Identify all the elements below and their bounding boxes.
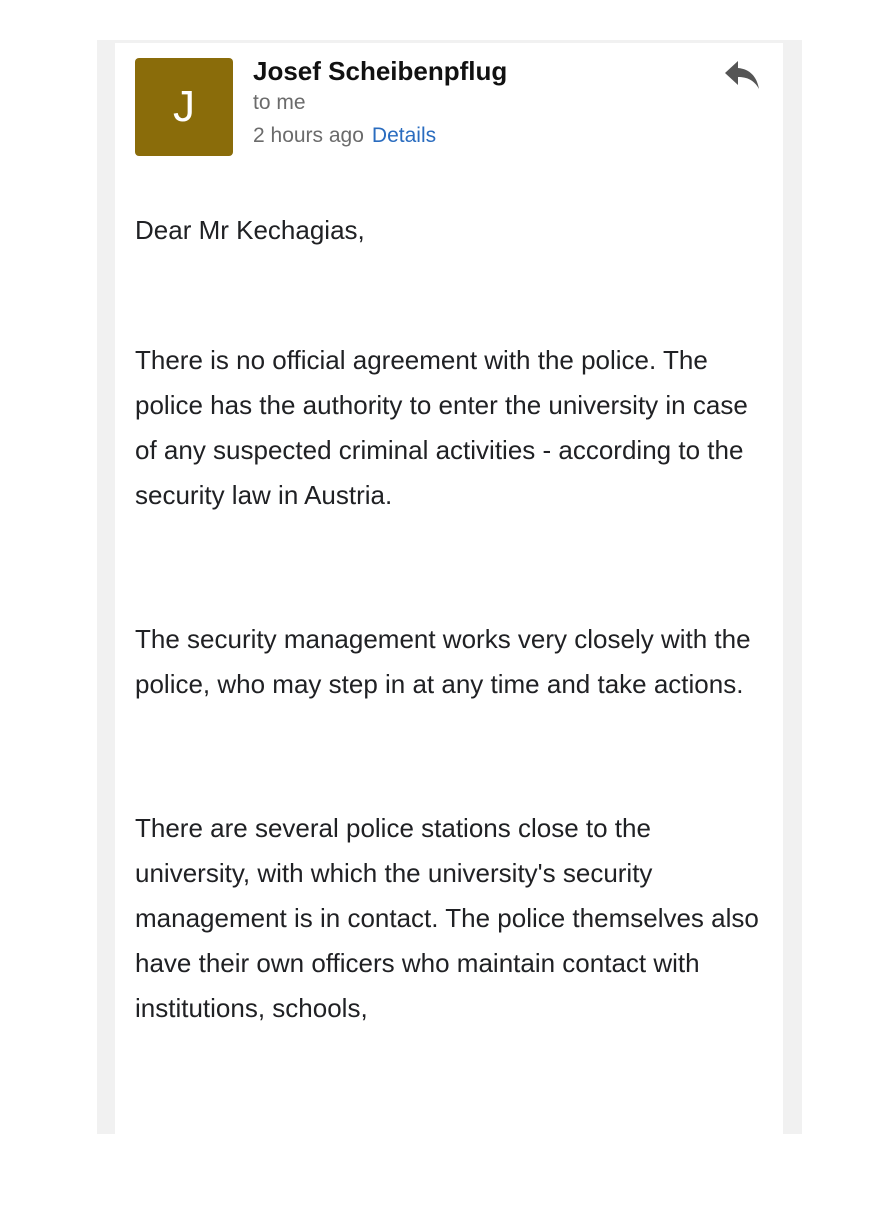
email-paragraph-1: There is no official agreement with the police. The police has the authority to enter the university in case of any suspected criminal activities - according to the security law in Austria. xyxy=(135,345,748,510)
message-time: 2 hours ago xyxy=(253,124,364,147)
details-link[interactable]: Details xyxy=(371,124,437,147)
email-message-card xyxy=(115,43,783,1134)
email-greeting: Dear Mr Kechagias, xyxy=(135,215,365,245)
email-paragraph-2: The security management works very closely with the police, who may step in at any time and take actions. xyxy=(135,624,751,699)
sender-name[interactable]: Josef Scheibenpflug xyxy=(253,56,508,86)
sender-avatar[interactable]: J xyxy=(135,58,233,156)
email-paragraph-3: There are several police stations close to the university, with which the university's security management is in contact. The police themselves also have their own officers who maintain contact with institutions, schools, xyxy=(135,813,759,1023)
reply-arrow-icon[interactable] xyxy=(723,58,761,92)
email-body xyxy=(135,208,760,1031)
email-screenshot-frame xyxy=(97,40,802,1134)
message-meta xyxy=(253,124,436,148)
recipient-label: to me xyxy=(253,91,306,114)
